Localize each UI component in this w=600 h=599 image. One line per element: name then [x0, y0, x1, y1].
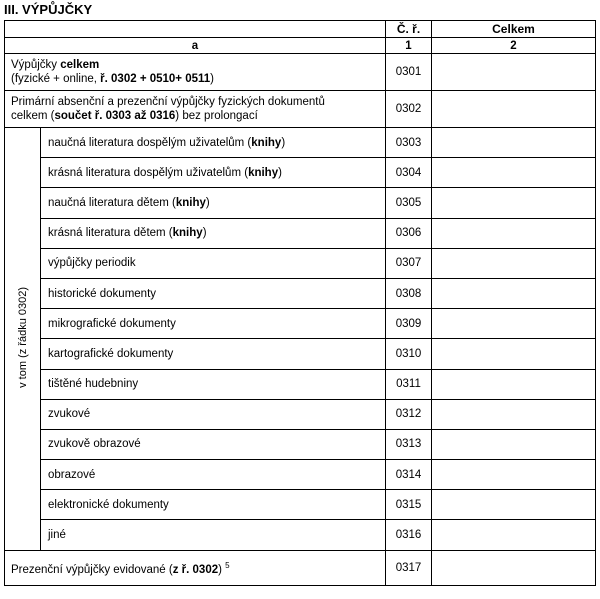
total-input-cell[interactable] [432, 248, 596, 278]
row-code: 0301 [386, 54, 432, 91]
total-input-cell[interactable] [432, 188, 596, 218]
total-input-cell[interactable] [432, 369, 596, 399]
table-row-0317 [5, 550, 596, 585]
table-row-0301 [5, 54, 596, 91]
row-label: naučná literatura dětem (knihy) [41, 188, 386, 218]
table-row-0303 [5, 128, 596, 158]
table-row-0305 [5, 188, 596, 218]
table-row-0310 [5, 339, 596, 369]
row-label: mikrografické dokumenty [41, 309, 386, 339]
row-code: 0312 [386, 399, 432, 429]
total-input-cell[interactable] [432, 278, 596, 308]
section-title: III. VÝPŮJČKY [4, 2, 93, 17]
table-row-0302 [5, 91, 596, 128]
row-code: 0308 [386, 278, 432, 308]
total-input-cell[interactable] [432, 54, 596, 91]
table-row-0306 [5, 218, 596, 248]
row-code: 0313 [386, 429, 432, 459]
table-row-0315 [5, 490, 596, 520]
total-input-cell[interactable] [432, 490, 596, 520]
vertical-group-label: v tom (z řádku 0302) [5, 128, 41, 551]
row-label: krásná literatura dětem (knihy) [41, 218, 386, 248]
table-row-0309 [5, 309, 596, 339]
table-row-0313 [5, 429, 596, 459]
row-code: 0309 [386, 309, 432, 339]
total-input-cell[interactable] [432, 128, 596, 158]
total-input-cell[interactable] [432, 550, 596, 585]
row-code: 0303 [386, 128, 432, 158]
row-label: jiné [41, 520, 386, 550]
table-row-0314 [5, 460, 596, 490]
total-input-cell[interactable] [432, 158, 596, 188]
col-total-header: Celkem [432, 21, 596, 38]
row-code: 0305 [386, 188, 432, 218]
row-code: 0317 [386, 550, 432, 585]
total-input-cell[interactable] [432, 429, 596, 459]
row-label: krásná literatura dospělým uživatelům (knihy) [41, 158, 386, 188]
row-code: 0304 [386, 158, 432, 188]
total-input-cell[interactable] [432, 339, 596, 369]
total-input-cell[interactable] [432, 460, 596, 490]
col-a-header: a [5, 38, 386, 54]
total-input-cell[interactable] [432, 399, 596, 429]
table-row-0304 [5, 158, 596, 188]
header-row [5, 21, 596, 38]
row-code: 0316 [386, 520, 432, 550]
table-row-0316 [5, 520, 596, 550]
total-input-cell[interactable] [432, 309, 596, 339]
row-label: naučná literatura dospělým uživatelům (knihy) [41, 128, 386, 158]
row-code: 0302 [386, 91, 432, 128]
row-label: zvukově obrazové [41, 429, 386, 459]
row-label: Prezenční výpůjčky evidované (z ř. 0302) $^5$ [5, 550, 386, 585]
row-code: 0314 [386, 460, 432, 490]
row-code: 0307 [386, 248, 432, 278]
col-1-header: 1 [386, 38, 432, 54]
row-label: výpůjčky periodik [41, 248, 386, 278]
row-label: tištěné hudebniny [41, 369, 386, 399]
table-row-0308 [5, 278, 596, 308]
row-code: 0311 [386, 369, 432, 399]
table-row-0312 [5, 399, 596, 429]
row-code: 0306 [386, 218, 432, 248]
total-input-cell[interactable] [432, 218, 596, 248]
row-code: 0315 [386, 490, 432, 520]
row-label: Primární absenční a prezenční výpůjčky fyzických dokumentů celkem (součet ř. 0303 až 0316) bez prolongací [5, 91, 386, 128]
total-input-cell[interactable] [432, 520, 596, 550]
row-label: Výpůjčky celkem (fyzické + online, ř. 0302 + 0510+ 0511) [5, 54, 386, 91]
loans-table [4, 20, 596, 586]
row-label: elektronické dokumenty [41, 490, 386, 520]
total-input-cell[interactable] [432, 91, 596, 128]
table-row-0311 [5, 369, 596, 399]
subheader-row [5, 38, 596, 54]
table-row-0307 [5, 248, 596, 278]
col-code-header: Č. ř. [386, 21, 432, 38]
col-2-header: 2 [432, 38, 596, 54]
row-label: historické dokumenty [41, 278, 386, 308]
row-label: obrazové [41, 460, 386, 490]
footnote-marker: 5 [225, 560, 230, 570]
row-label: zvukové [41, 399, 386, 429]
row-code: 0310 [386, 339, 432, 369]
row-label: kartografické dokumenty [41, 339, 386, 369]
